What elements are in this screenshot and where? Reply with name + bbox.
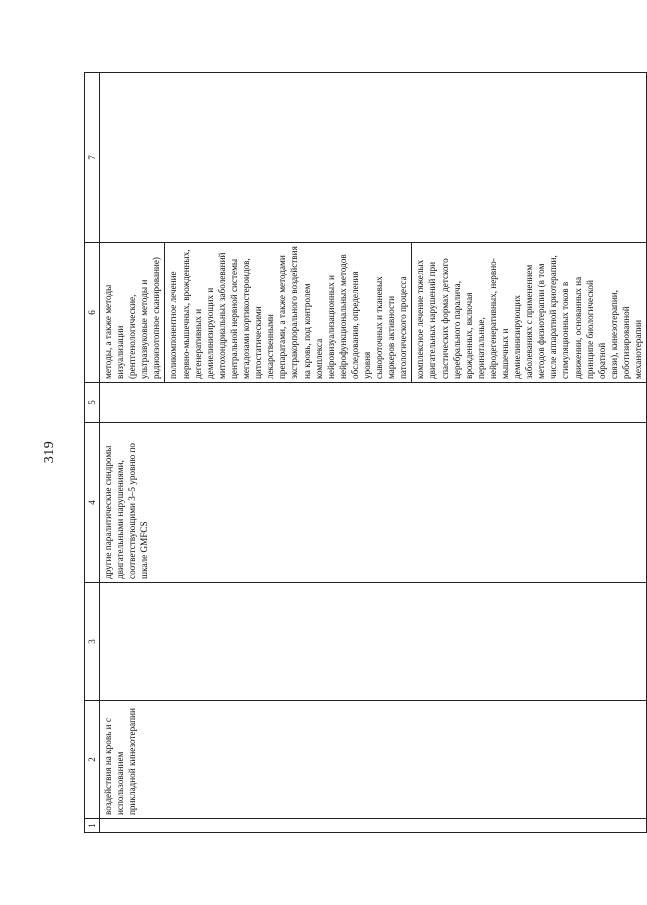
cell-col5 (100, 383, 647, 423)
cell-col4-text: другие паралитические синдромы двигательными нарушениями, соответствующими 3–5 уровню по шкале GMFCS (103, 442, 150, 579)
cell-col6-methods-text: методы, а также методы визуализации (рентгенологические, ультразвуковые методы и радиоизотопное сканирование) (100, 243, 165, 382)
col-header-4: 4 (85, 423, 100, 583)
col-header-6: 6 (85, 243, 100, 383)
col-header-7: 7 (85, 73, 100, 243)
page-number: 319 (42, 440, 57, 464)
medical-procedures-table (84, 72, 647, 833)
cell-col6 (100, 243, 647, 383)
cell-col5-text (100, 383, 104, 422)
cell-col2 (100, 701, 647, 819)
col-header-2: 2 (85, 701, 100, 819)
col-header-1: 1 (85, 819, 100, 833)
cell-col3-text (100, 583, 104, 700)
rotated-table-sheet (84, 73, 644, 833)
cell-col3 (100, 583, 647, 701)
cell-col2-text: воздействия на кровь и с использованием прикладной кинезотерапии (103, 708, 138, 815)
cell-col7 (100, 73, 647, 243)
header-row (85, 73, 100, 833)
cell-col7-text (100, 73, 104, 242)
cell-col1-text (100, 819, 104, 832)
cell-col6-complex-treatment-text: комплексное лечение тяжелых двигательных нарушений при спастических формах детского церебрального паралича, врожденных, включая перинатальные, нейродегенеративных, нервно- мышечных и демиелинизирующих заболеваниях с применением методов физиотерапии (в том числе аппаратной криотерапии, стимуляционных токов в движении, основанных на принципе биологической обратной связи), кинезотерапии, роботизированной механотерапии (415, 255, 644, 379)
table-row (100, 73, 647, 833)
col-header-5: 5 (85, 383, 100, 423)
cell-col6-multicomponent-text: поликомпонентное лечение нервно-мышечных, врожденных, дегенеративных и демиелинизирующих и митохондриальных заболеваний центральной нервной системы мегадозами кортикостероидов, цитостатическими лекарственными препаратами, а также методами экстракорпорального воздействия на кровь, под контролем комплекса нейровизуализационных и нейрофункциональных методов обследования, определения уровня сывороточных и тканевых маркеров активности патологического процесса (165, 243, 412, 382)
col-header-3: 3 (85, 583, 100, 701)
col6-stack (100, 243, 646, 382)
cell-col1 (100, 819, 647, 833)
cell-col4 (100, 423, 647, 583)
